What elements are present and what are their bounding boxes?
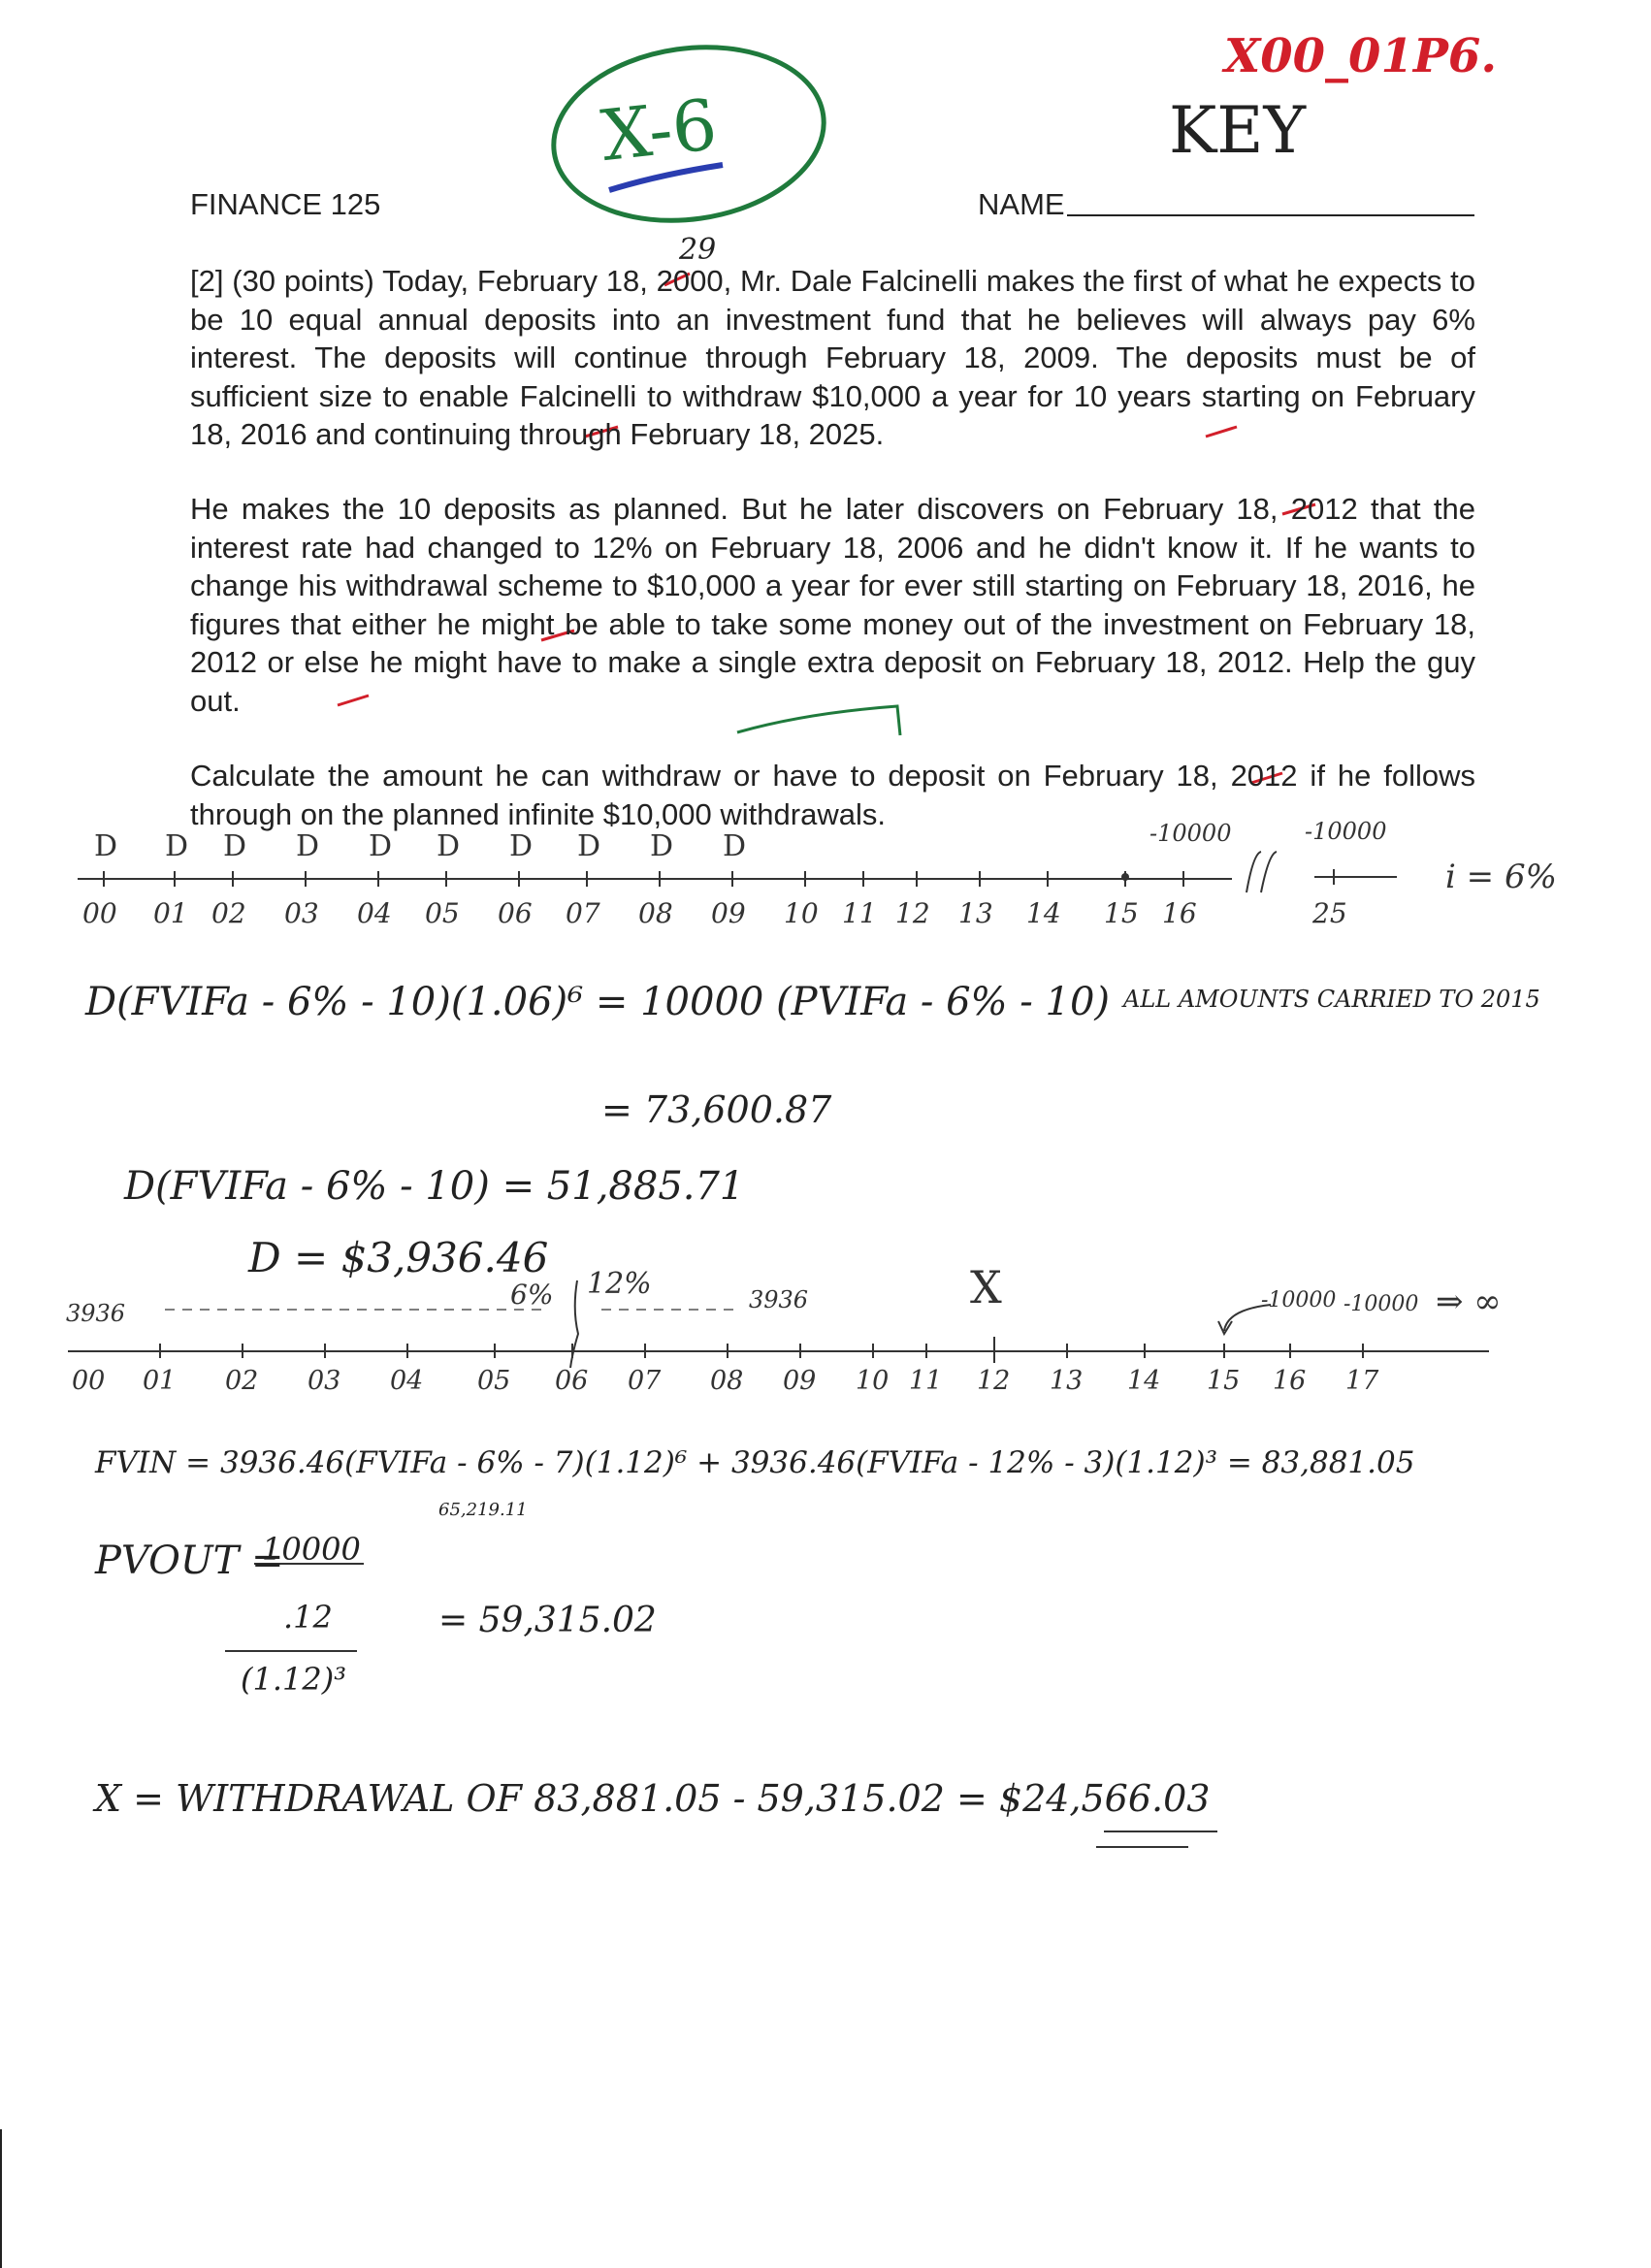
final-answer: X = WITHDRAWAL OF 83,881.05 - 59,315.02 = $24,566.03: [95, 1777, 1211, 1820]
year-label: 11: [909, 1366, 943, 1396]
equation-4: D = $3,936.46: [248, 1234, 549, 1281]
pv-out-label: PVOUT =: [95, 1539, 284, 1583]
fv-in-equation: FVIN = 3936.46(FVIFa - 6% - 7)(1.12)⁶ + 3936.46(FVIFa - 12% - 3)(1.12)³ = 83,881.05: [95, 1445, 1415, 1480]
deposit-mark: D: [223, 829, 247, 863]
year-label: 16: [1162, 897, 1197, 929]
year-label: 12: [977, 1366, 1011, 1396]
problem-paragraph-2: He makes the 10 deposits as planned. But he later discovers on February 18, 2012 that the interest rate had changed to 12% on February 18, 2006 and he didn't know it. If he wants to change his withdrawal scheme to $10,000 a year for ever still starting on February 18, 2016, he figures that either he might be able to take some money out of the investment on February 18, 2012 or else he might have to make a single extra deposit on February 18, 2012. Help the guy out.: [190, 492, 1475, 718]
year-label: 13: [1050, 1366, 1084, 1396]
deposit-mark: D: [650, 829, 674, 863]
year-label: 01: [143, 1366, 177, 1396]
deposit-mark: D: [723, 829, 747, 863]
timeline-2-ticks: [160, 1337, 1363, 1363]
year-label: 03: [284, 897, 319, 929]
problem-paragraph-1: [2] (30 points) Today, February 18, 2000, Mr. Dale Falcinelli makes the first of what he expects to be 10 equal annual deposits into an investment fund that he believes will always pay 6% interest. The deposits will continue through February 18, 2009. The deposits must be of sufficient size to enable Falcinelli to withdraw $10,000 a year for 10 years starting on February 18, 2016 and continuing through February 18, 2025.: [190, 264, 1475, 451]
year-label: 09: [711, 897, 746, 929]
year-label: 00: [72, 1366, 106, 1396]
timeline-1-withdrawal-a: -10000: [1149, 820, 1232, 847]
timeline-2-mid-amount: 3936: [749, 1286, 809, 1313]
year-label: 02: [225, 1366, 259, 1396]
timeline-2-rate-right: 12%: [587, 1267, 652, 1301]
year-label: 14: [1127, 1366, 1161, 1396]
year-label: 15: [1207, 1366, 1241, 1396]
timeline-2-infinity: ⇒ ∞: [1436, 1282, 1502, 1321]
year-label: 08: [638, 897, 673, 929]
timeline-1-dot: [1121, 873, 1129, 881]
year-label: 08: [710, 1366, 744, 1396]
year-label: 14: [1026, 897, 1061, 929]
key-label: KEY: [1169, 93, 1307, 168]
year-label: 05: [425, 897, 460, 929]
equation-note: ALL AMOUNTS CARRIED TO 2015: [1123, 986, 1540, 1013]
year-label: 04: [390, 1366, 424, 1396]
deposit-mark: D: [509, 829, 534, 863]
name-label: NAME: [978, 187, 1065, 221]
timeline-1-withdrawal-b: -10000: [1305, 818, 1387, 845]
timeline-2-left-amount: 3936: [66, 1300, 126, 1327]
year-label: 07: [628, 1366, 662, 1396]
fv-subtotal: 65,219.11: [438, 1500, 528, 1520]
deposit-mark: D: [296, 829, 320, 863]
deposit-mark: D: [437, 829, 461, 863]
year-label: 06: [555, 1366, 589, 1396]
deposit-mark: D: [369, 829, 393, 863]
year-label: 11: [842, 897, 877, 929]
year-label: 05: [477, 1366, 511, 1396]
pv-numerator: 10000: [262, 1531, 361, 1568]
timeline-1-rate: i = 6%: [1445, 858, 1557, 896]
problem-paragraph-3: Calculate the amount he can withdraw or have to deposit on February 18, 2012 if he follows through on the planned infinite $10,000 withdrawals.: [190, 759, 1475, 831]
year-label: 13: [958, 897, 993, 929]
year-label: 00: [82, 897, 117, 929]
pv-result: = 59,315.02: [438, 1601, 657, 1640]
date-correction: 29: [679, 233, 717, 267]
year-label: 02: [211, 897, 246, 929]
year-label: 03: [308, 1366, 341, 1396]
timeline-2-withdrawal-1: -10000: [1261, 1288, 1337, 1312]
stamp-label: X-6: [597, 83, 721, 177]
year-label: 06: [498, 897, 533, 929]
year-label: 07: [566, 897, 600, 929]
year-label: 10: [856, 1366, 890, 1396]
timeline-1-break: [1246, 852, 1277, 892]
equation-2: = 73,600.87: [601, 1088, 832, 1131]
deposit-mark: D: [165, 829, 189, 863]
year-label: 12: [895, 897, 930, 929]
deposit-mark: D: [94, 829, 118, 863]
paper-code: X00_01P6.: [1224, 29, 1498, 83]
timeline-2-withdrawal-2: -10000: [1343, 1292, 1419, 1316]
year-label: 25: [1312, 897, 1347, 929]
year-label: 10: [784, 897, 819, 929]
course-title: FINANCE 125: [190, 187, 381, 221]
equation-3: D(FVIFa - 6% - 10) = 51,885.71: [124, 1164, 745, 1209]
pv-divisor: (1.12)³: [241, 1661, 347, 1698]
year-label: 15: [1104, 897, 1139, 929]
year-label: 01: [153, 897, 188, 929]
year-label: 16: [1273, 1366, 1307, 1396]
pv-denominator: .12: [283, 1599, 333, 1636]
timeline-2-x-mark: X: [970, 1261, 1002, 1313]
year-label: 04: [357, 897, 392, 929]
timeline-2-rate-left: 6%: [510, 1279, 554, 1311]
deposit-mark: D: [577, 829, 601, 863]
year-label: 09: [783, 1366, 817, 1396]
year-label: 17: [1345, 1366, 1379, 1396]
equation-1: D(FVIFa - 6% - 10)(1.06)⁶ = 10000 (PVIFa - 6% - 10): [85, 980, 1111, 1024]
